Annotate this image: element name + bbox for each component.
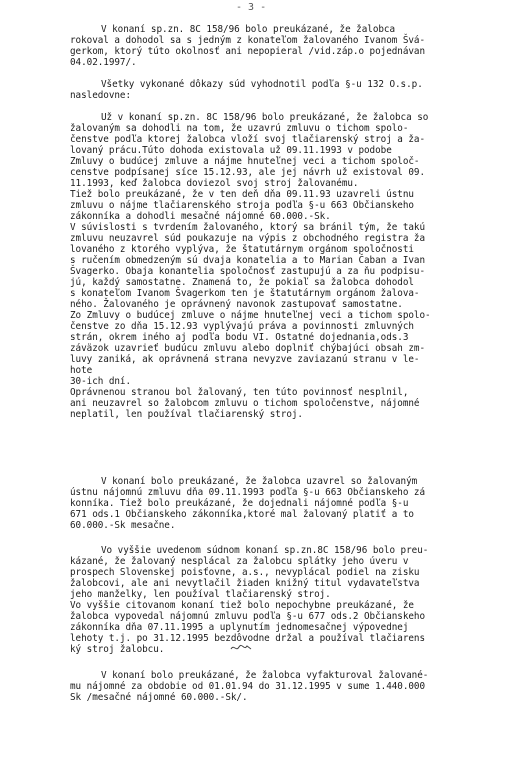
text-line: Vo vyššie citovanom konaní tiež bolo nepochybne preukázané, že [70, 600, 414, 611]
text-line: 60.000.-Sk mesačne. [70, 520, 176, 531]
text-line: neplatil, len používal tlačiarenský stroj. [70, 409, 303, 420]
text-line: ného. Žalovaného je oprávnený navonok zastupovať samostatne. [70, 299, 403, 310]
text-line: Oprávnenou stranou bol žalovaný, ten túto povinnosť nesplnil, [70, 387, 409, 398]
text-line: zákonníka a dohodli mesačné nájomné 60.000.-Sk. [70, 211, 331, 222]
page-number: - 3 - [236, 2, 267, 13]
text-line: s ručením obmedzeným sú dvaja konatelia a to Marian Čaban a Ivan [70, 255, 426, 266]
text-line: luvy zaniká, ak oprávnená strana nevyzve zaviazanú stranu v le- [70, 354, 420, 365]
text-line: žalobcovi, ale ani nevytlačil žiaden knižný titul vydavateľstva [70, 578, 420, 589]
text-line: 04.02.1997/. [70, 57, 137, 68]
text-line: V konaní bolo preukázané, že žalobca vyfakturoval žalované- [101, 670, 429, 681]
text-line: Všetky vykonané dôkazy súd vyhodnotil podľa §-u 132 O.s.p. [101, 79, 423, 90]
text-line: hote [70, 365, 93, 376]
text-line: ani neuzavrel so žalobcom zmluvu o tichom spoločenstve, nájomné [70, 398, 420, 409]
text-line: Už v konaní sp.zn. 8C 158/96 bolo preukázané, že žalobca so [101, 112, 429, 123]
text-line: ký stroj žalobcu. [70, 644, 165, 655]
text-line: 671 ods.1 Občianskeho zákonníka,ktoré mal žalovaný platiť a to [70, 509, 414, 520]
text-line: zmluvu o nájme tlačiarenského stroja podľa §-u 663 Občianskeho [70, 200, 414, 211]
text-line: censtve podpísanej síce 15.12.93, ale jej návrh už existoval 09. [70, 167, 426, 178]
text-line: žalovaným sa dohodli na tom, že uzavrú zmluvu o tichom spolo- [70, 123, 409, 134]
text-line: s konateľom Ivanom Švagerkom ten je štatutárnym orgánom žalova- [70, 288, 420, 299]
text-line: jeho manželky, len používal tlačiarenský stroj. [70, 589, 331, 600]
scribble-icon [230, 643, 252, 653]
text-line: lovaný prácu.Túto dohoda existovala už 09.11.1993 v podobe [70, 145, 392, 156]
text-line: čenstve zo dňa 15.12.93 vyplývajú práva a povinnosti zmluvných [70, 321, 414, 332]
text-line: lovaného z ktorého vyplýva, že štatutárnym orgánom spoločnosti [70, 244, 414, 255]
text-line: mu nájomné za obdobie od 01.01.94 do 31.12.1995 v sume 1.440.000 [70, 681, 426, 692]
text-line: Zo Zmluvy o budúcej zmluve o nájme hnuteľnej veci a tichom spolo- [70, 310, 431, 321]
text-line: jú, každý samostatne. Znamená to, že pokiaľ sa žalobca dohodol [70, 277, 414, 288]
text-line: Švagerko. Obaja konantelia spoločnosť zastupujú a za ňu podpisu- [70, 266, 426, 277]
text-line: žalobca vypovedal nájomnú zmluvu podľa §-u 677 ods.2 Občianskeho [70, 611, 426, 622]
text-line: rokoval a dohodol sa s jedným z konateľom žalovaného Ivanom Švá- [70, 35, 426, 46]
text-line: ústnu nájomnú zmluvu dňa 09.11.1993 podľa §-u 663 Občianskeho zá [70, 487, 426, 498]
text-line: V konaní sp.zn. 8C 158/96 bolo preukázané, že žalobca [101, 24, 396, 35]
text-line: Vo vyššie uvedenom súdnom konaní sp.zn.8C 158/96 bolo preu- [101, 545, 429, 556]
text-line: prospech Slovenskej poisťovne, a.s., nevyplácal podiel na zisku [70, 567, 420, 578]
text-line: strán, okrem iného aj podľa bodu VI. Ostatné dojednania,ods.3 [70, 332, 409, 343]
text-line: nasledovne: [70, 90, 132, 101]
text-line: V súvislosti s tvrdením žalovaného, ktorý sa bránil tým, že takú [70, 222, 426, 233]
text-line: V konaní bolo preukázané, že žalobca uzavrel so žalovaným [101, 476, 418, 487]
text-line: lehoty t.j. po 31.12.1995 bezdôvodne držal a používal tlačiarens [70, 633, 426, 644]
text-line: Sk /mesačné nájomné 60.000.-Sk/. [70, 692, 248, 703]
text-line: zákonníka dňa 07.11.1995 a uplynutím jednomesačnej výpovednej [70, 622, 409, 633]
text-line: 30-ich dní. [70, 376, 132, 387]
text-line: kázané, že žalovaný nesplácal za žalobcu splátky jeho úveru v [70, 556, 409, 567]
text-line: zmluvu neuzavrel súd poukazuje na výpis z obchodného registra ža [70, 233, 426, 244]
text-line: čenstve podľa ktorej žalobca vloží svoj tlačiarenský stroj a ža- [70, 134, 426, 145]
text-line: Zmluvy o budúcej zmluve a nájme hnuteľnej veci a tichom spoloč- [70, 156, 420, 167]
text-line: 11.1993, keď žalobca doviezol svoj stroj žalovanému. [70, 178, 359, 189]
text-line: konníka. Tiež bolo preukázané, že dojednali nájomné podľa §-u [70, 498, 409, 509]
text-line: Tiež bolo preukázané, že v ten deň dňa 09.11.93 uzavreli ústnu [70, 189, 414, 200]
text-line: záväzok uzavrieť budúcu zmluvu alebo doplniť chýbajúci obsah zm- [70, 343, 426, 354]
text-line: gerkom, ktorý túto okolnosť ani nepopieral /vid.záp.o pojednávan [70, 46, 426, 57]
handwritten-mark [230, 643, 252, 656]
